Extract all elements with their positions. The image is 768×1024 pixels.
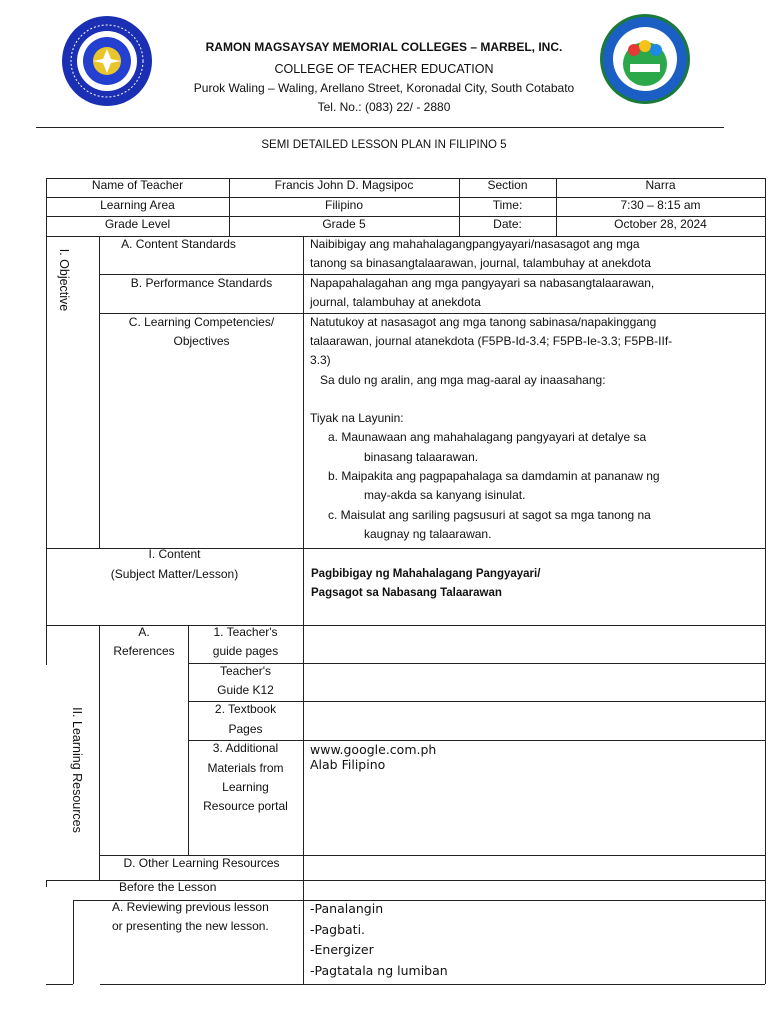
competencies-line-1: Natutukoy at nasasagot ang mga tanong sabinasa/napakinggang [310,315,657,329]
content-standards-line-2: tanong sa binasangtalaarawan, journal, talambuhay at anekdota [310,256,651,270]
references-label-line-1: A. [138,625,150,639]
content-label-line-2: (Subject Matter/Lesson) [110,567,239,581]
content-value-line-1: Pagbibigay ng Mahahalagang Pangyayari/ [311,568,541,580]
section-label: Section [487,178,528,192]
section-value: Narra [645,178,676,192]
objective-c-line-1: c. Maisulat ang sariling pagsusuri at sagot sa mga tanong na [328,508,651,522]
textbook-label-line-1: 2. Textbook [214,702,277,716]
date-label: Date: [493,217,522,231]
header-divider [36,127,724,128]
time-value: 7:30 – 8:15 am [620,198,701,212]
document-title: SEMI DETAILED LESSON PLAN IN FILIPINO 5 [261,139,507,151]
content-standards-line-1: Naibibigay ang mahahalagangpangyayari/nasasagot ang mga [310,237,640,251]
additional-materials-label-line-1: 3. Additional [212,741,279,755]
objective-b-line-2: may-akda sa kanyang isinulat. [364,488,526,502]
procedure-item: -Energizer [310,942,374,957]
procedure-item: -Pagtatala ng lumiban [310,963,448,978]
other-resources-label: D. Other Learning Resources [123,856,280,870]
teacher-value: Francis John D. Magsipoc [274,178,414,192]
institution-name: RAMON MAGSAYSAY MEMORIAL COLLEGES – MARBEL, INC. [205,40,563,54]
objective-c-line-2: kaugnay ng talaarawan. [364,527,492,541]
teachers-guide-label-line-2: guide pages [212,644,279,658]
procedure-item: -Pagbati. [310,922,366,937]
content-label-line-1: I. Content [148,547,201,561]
competencies-line-3: 3.3) [310,353,331,367]
college-name: COLLEGE OF TEACHER EDUCATION [274,62,494,76]
before-lesson-label: Before the Lesson [119,880,217,894]
procedure-item: -Panalangin [310,901,384,916]
grade-level-value: Grade 5 [322,217,366,231]
objective-a-line-2: binasang talaarawan. [364,450,479,464]
additional-materials-label-line-4: Resource portal [203,799,288,813]
specific-objectives-title: Tiyak na Layunin: [310,411,404,425]
time-label: Time: [492,198,523,212]
performance-standards-line-1: Napapahalagahan ang mga pangyayari sa nabasangtalaarawan, [310,276,655,290]
grade-level-label: Grade Level [104,217,171,231]
guide-k12-label-line-2: Guide K12 [217,683,274,697]
objective-a-line-1: a. Maunawaan ang mahahalagang pangyayari at detalye sa [328,430,647,444]
competencies-line-4: Sa dulo ng aralin, ang mga mag-aaral ay inaasahang: [320,373,606,387]
competencies-label-line-1: C. Learning Competencies/ [128,315,275,329]
review-label-line-1: A. Reviewing previous lesson [112,900,269,914]
textbook-label-line-2: Pages [228,722,263,736]
additional-materials-label-line-2: Materials from [207,761,284,775]
teachers-guide-label-line-1: 1. Teacher's [213,625,278,639]
school-address: Purok Waling – Waling, Arellano Street, Koronadal City, South Cotabato [193,81,575,95]
objective-b-line-1: b. Maipakita ang pagpapahalaga sa damdamin at pananaw ng [328,469,660,483]
additional-materials-label-line-3: Learning [222,780,269,794]
content-standards-label: A. Content Standards [121,237,236,251]
additional-materials-value-line-1: www.google.com.ph [310,742,437,757]
date-value: October 28, 2024 [614,217,707,231]
learning-area-label: Learning Area [100,198,175,212]
performance-standards-label: B. Performance Standards [130,276,273,290]
learning-resources-side-label: II. Learning Resources [70,707,84,833]
references-label-line-2: References [113,644,175,658]
additional-materials-value-line-2: Alab Filipino [310,757,386,772]
content-value-line-2: Pagsagot sa Nabasang Talaarawan [311,587,502,599]
review-label-line-2: or presenting the new lesson. [112,919,269,933]
teacher-label: Name of Teacher [91,178,184,192]
objective-side-label: I. Objective [57,248,71,312]
telephone: Tel. No.: (083) 22/ - 2880 [317,100,451,114]
guide-k12-label-line-1: Teacher's [220,664,271,678]
learning-area-value: Filipino [324,198,363,212]
performance-standards-line-2: journal, talambuhay at anekdota [310,295,481,309]
competencies-label-line-2: Objectives [173,334,230,348]
competencies-line-2: talaarawan, journal atanekdota (F5PB-Id-3.4; F5PB-Ie-3.3; F5PB-IIf- [310,334,673,348]
